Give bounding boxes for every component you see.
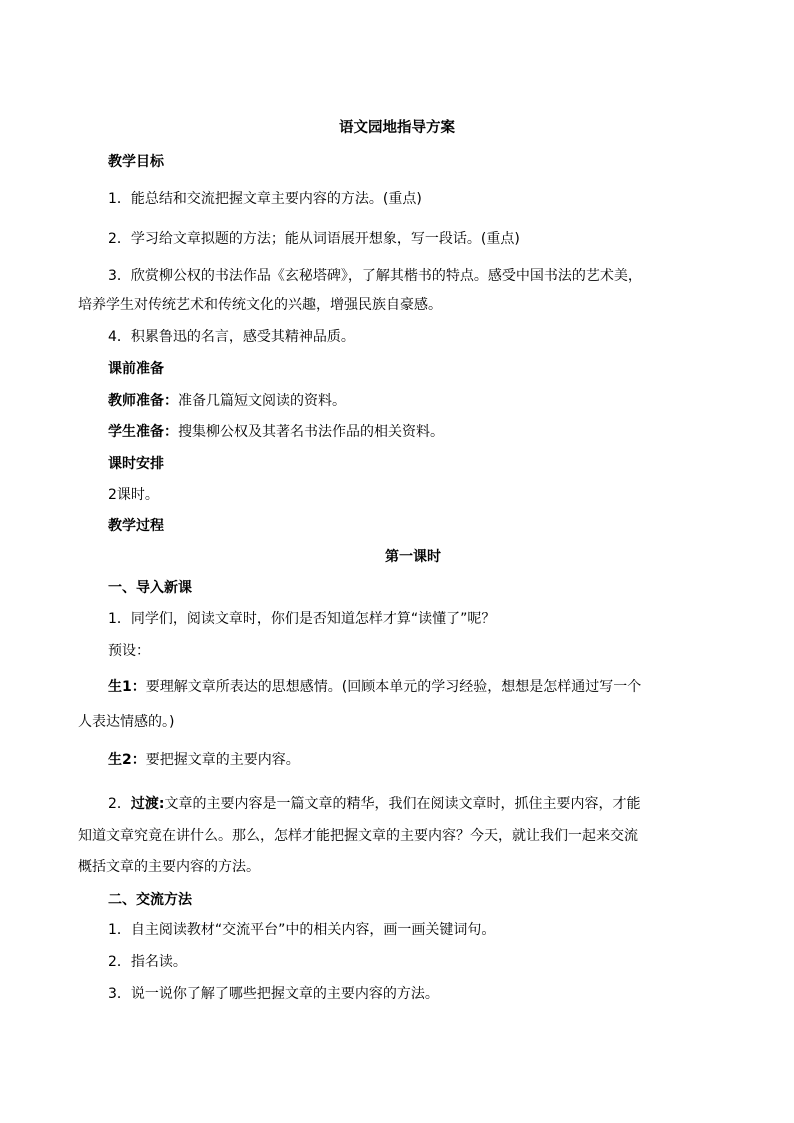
step-item: 1．自主阅读教材“交流平台”中的相关内容，画一画关键词句。 <box>108 922 496 938</box>
student-prep <box>108 423 444 441</box>
transition-text: 文章的主要内容是一篇文章的精华，我们在阅读文章时，抓住主要内容，才能 <box>164 796 641 812</box>
teacher-prep <box>108 392 346 410</box>
objective-item: 3．欣赏柳公权的书法作品《玄秘塔碑》，了解其楷书的特点。感受中国书法的艺术美， <box>108 268 642 284</box>
part-heading: 二、交流方法 <box>108 892 192 908</box>
student-answer-2 <box>108 751 300 769</box>
step-item: 3．说一说你了解了哪些把握文章的主要内容的方法。 <box>108 986 439 1002</box>
teacher-prep-label: 教师准备： <box>108 393 178 409</box>
schedule-text: 2课时。 <box>108 487 159 503</box>
transition-label: 过渡: <box>130 796 165 812</box>
preset-label: 预设： <box>108 643 150 659</box>
student-prep-text: 搜集柳公权及其著名书法作品的相关资料。 <box>178 424 444 440</box>
question-item: 1．同学们，阅读文章时，你们是否知道怎样才算“读懂了”呢？ <box>108 611 496 627</box>
step-item: 2．指名读。 <box>108 954 187 970</box>
objective-item: 2．学习给文章拟题的方法；能从词语展开想象，写一段话。(重点) <box>108 231 520 247</box>
section-heading-process: 教学过程 <box>108 518 164 534</box>
transition-paragraph <box>108 795 641 813</box>
part-heading: 一、导入新课 <box>108 580 192 596</box>
objective-item: 1．能总结和交流把握文章主要内容的方法。(重点) <box>108 191 422 207</box>
objective-item: 4．积累鲁迅的名言，感受其精神品质。 <box>108 329 355 345</box>
student-answer-text: 要理解文章所表达的思想感情。(回顾本单元的学习经验，想想是怎样通过写一个 <box>145 679 642 695</box>
student-answer-text: 要把握文章的主要内容。 <box>145 752 300 768</box>
section-heading-schedule: 课时安排 <box>108 456 164 472</box>
objective-item-continuation: 培养学生对传统艺术和传统文化的兴趣，增强民族自豪感。 <box>78 297 442 313</box>
student-prep-label: 学生准备： <box>108 424 178 440</box>
transition-number: 2． <box>108 796 131 812</box>
teacher-prep-text: 准备几篇短文阅读的资料。 <box>178 393 346 409</box>
student-answer-label: 生1： <box>108 679 146 695</box>
section-heading-prep: 课前准备 <box>108 361 164 377</box>
transition-continuation: 知道文章究竟在讲什么。那么，怎样才能把握文章的主要内容？今天，就让我们一起来交流 <box>78 828 638 844</box>
student-answer-1 <box>108 678 641 696</box>
student-answer-label: 生2： <box>108 752 146 768</box>
lesson-heading: 第一课时 <box>385 549 441 565</box>
transition-continuation: 概括文章的主要内容的方法。 <box>78 859 260 875</box>
student-answer-1-continuation: 人表达情感的。) <box>78 714 175 730</box>
section-heading-objectives: 教学目标 <box>108 154 164 170</box>
page-title: 语文园地指导方案 <box>339 120 455 136</box>
